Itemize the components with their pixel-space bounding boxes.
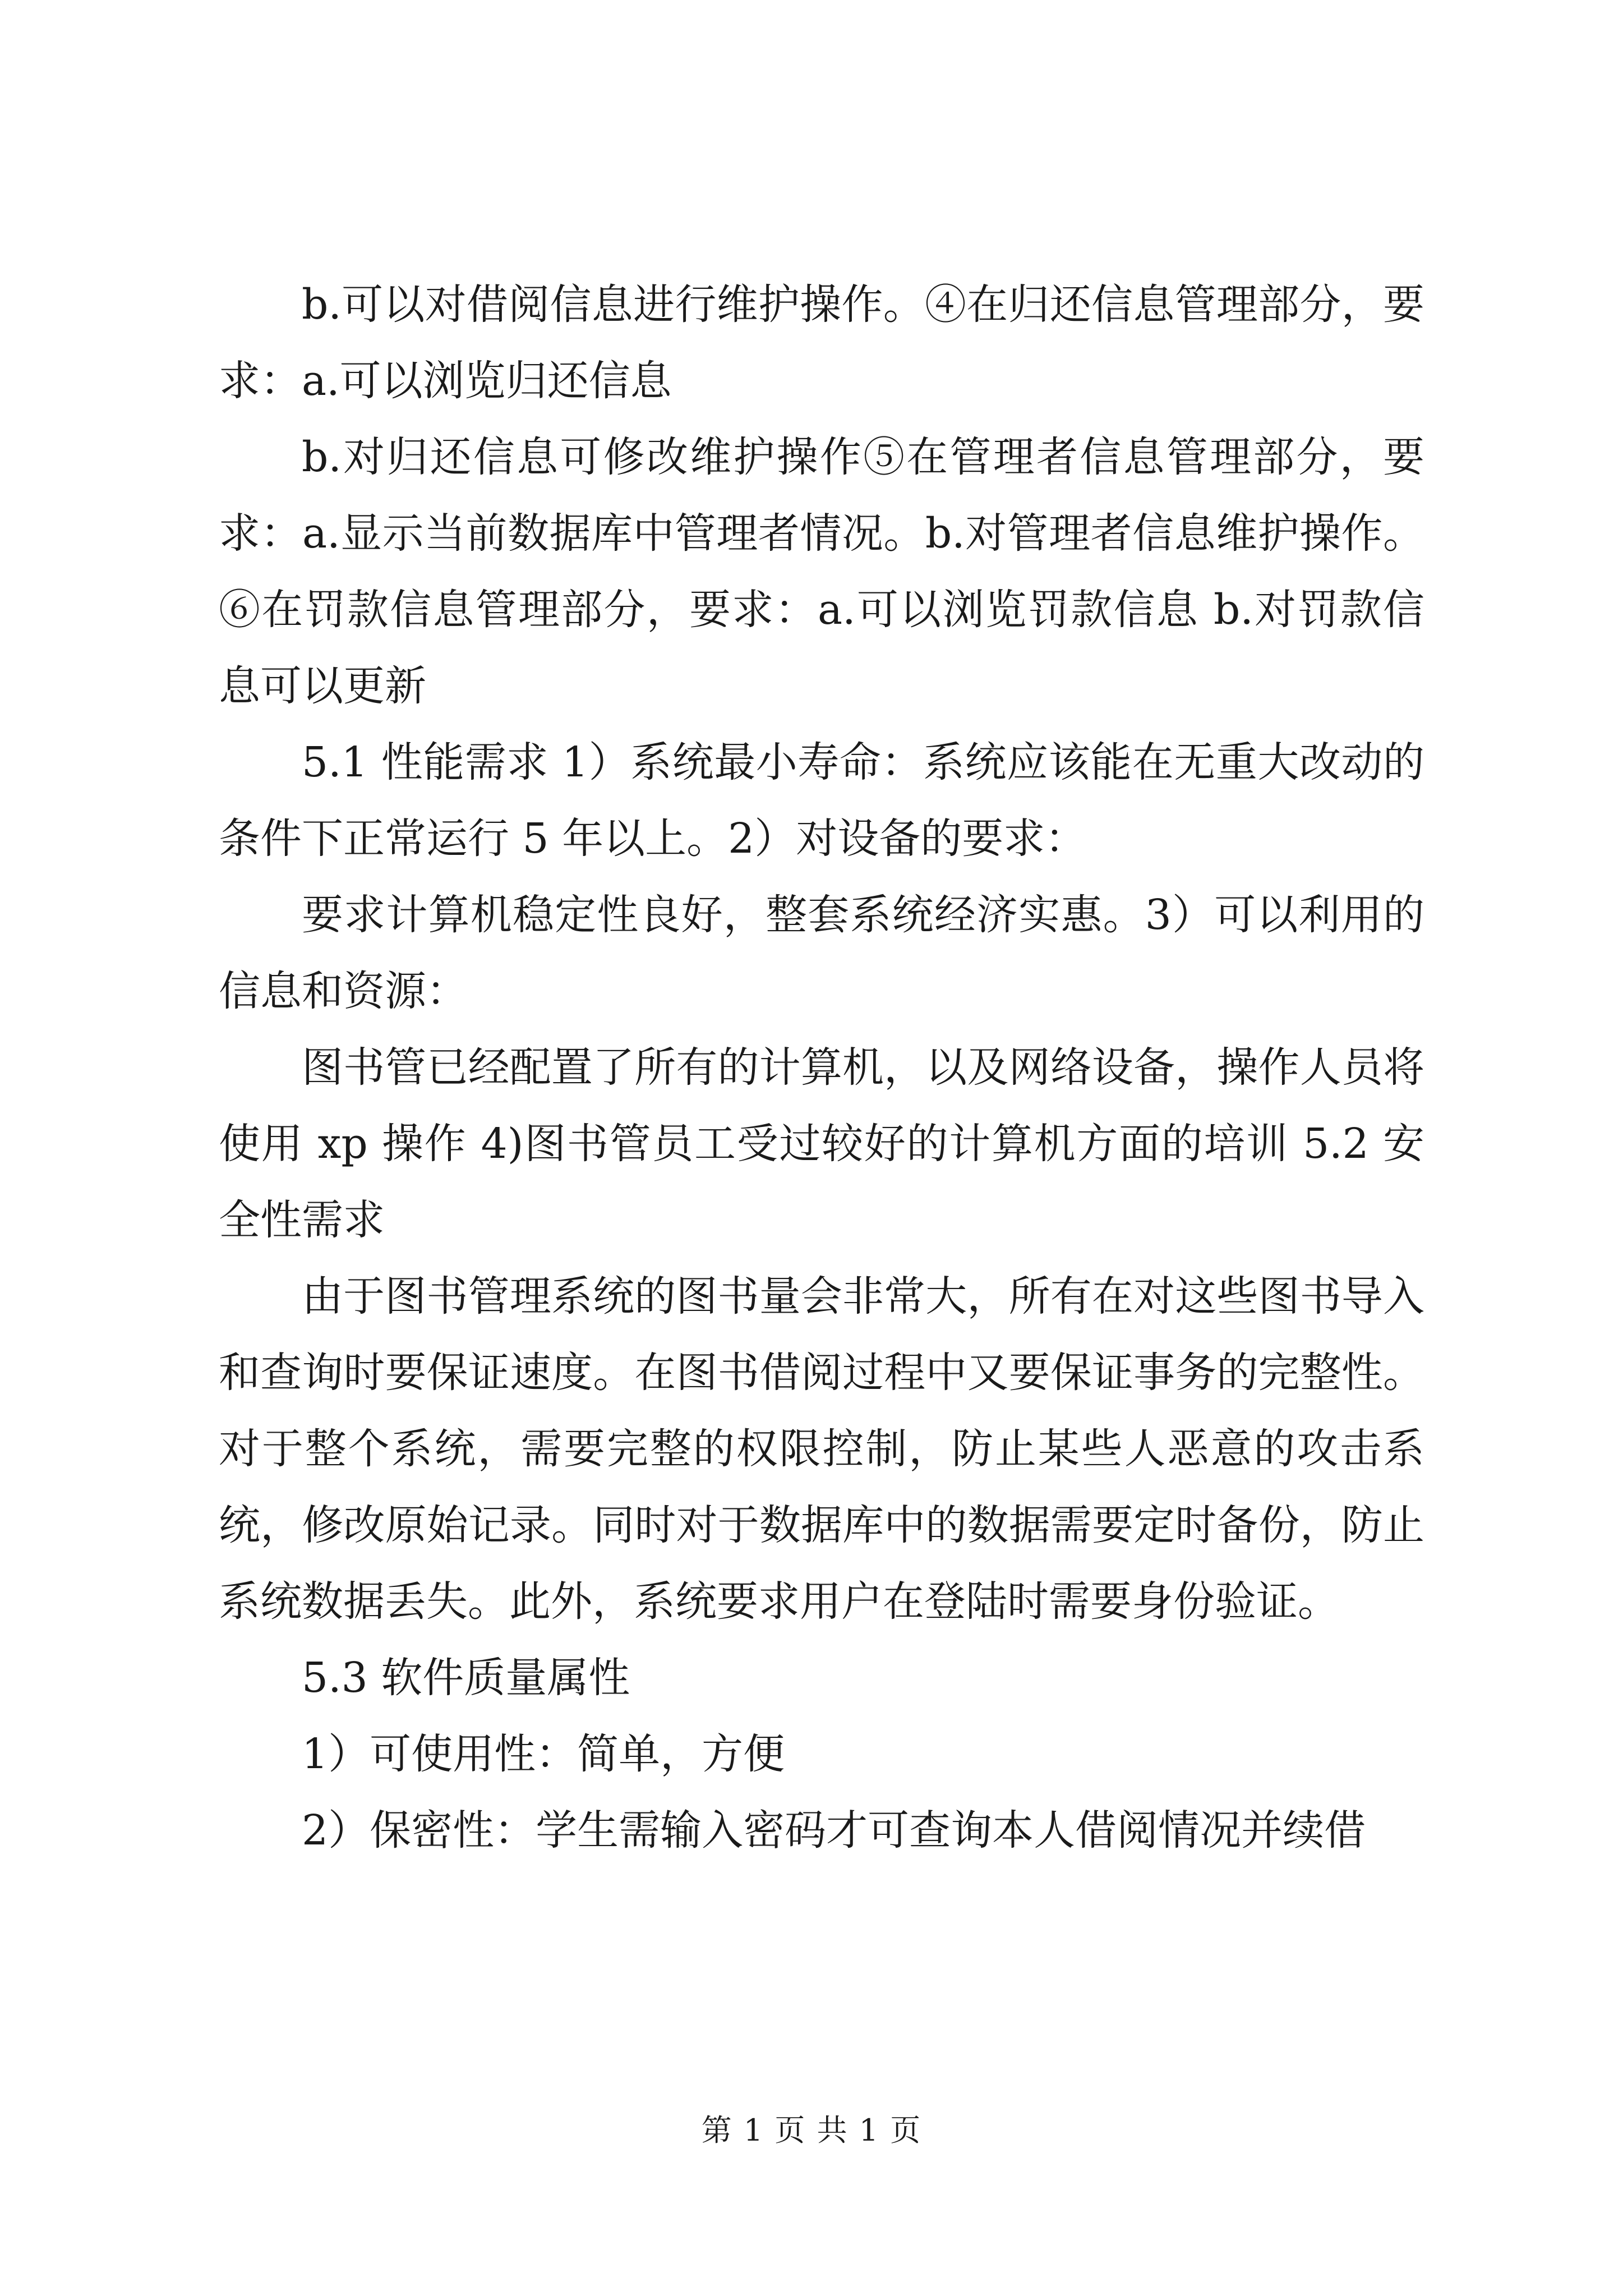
paragraph: 1）可使用性：简单，方便: [302, 1730, 785, 1778]
paragraph: b.对归还信息可修改维护操作⑤在管理者信息管理部分，要求：a.显示当前数据库中管理者情况。b.对管理者信息维护操作。⑥在罚款信息管理部分，要求：a.可以浏览罚款信息 b.对罚款信息可以更新: [219, 433, 1424, 710]
paragraph: 由于图书管理系统的图书量会非常大，所有在对这些图书导入和查询时要保证速度。在图书借阅过程中又要保证事务的完整性。对于整个系统，需要完整的权限控制，防止某些人恶意的攻击系统，修改原始记录。同时对于数据库中的数据需要定时备份，防止系统数据丢失。此外，系统要求用户在登陆时需要身份验证。: [219, 1272, 1424, 1626]
paragraph: b.可以对借阅信息进行维护操作。④在归还信息管理部分，要求：a.可以浏览归还信息: [219, 280, 1424, 405]
paragraph: 5.1 性能需求 1）系统最小寿命：系统应该能在无重大改动的条件下正常运行 5 年以上。2）对设备的要求：: [219, 738, 1424, 863]
page-footer: 第 1 页 共 1 页: [701, 2113, 922, 2148]
paragraph: 要求计算机稳定性良好，整套系统经济实惠。3）可以利用的信息和资源：: [219, 891, 1424, 1015]
paragraph: 图书管已经配置了所有的计算机，以及网络设备，操作人员将使用 xp 操作 4)图书管员工受过较好的计算机方面的培训 5.2 安全性需求: [219, 1043, 1424, 1244]
paragraph: 5.3 软件质量属性: [302, 1654, 630, 1702]
paragraph: 2）保密性：学生需输入密码才可查询本人借阅情况并续借: [302, 1806, 1366, 1855]
document-body: [219, 266, 1424, 1869]
